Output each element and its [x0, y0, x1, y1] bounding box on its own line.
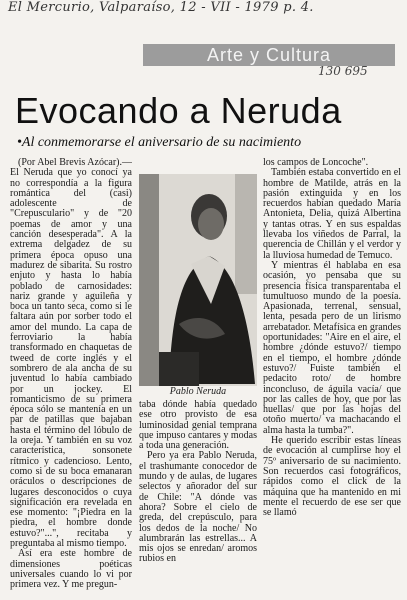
photo-caption: Pablo Neruda [169, 386, 227, 397]
archive-stamp: 130 695 [318, 64, 368, 78]
article-headline: Evocando a Neruda [15, 90, 342, 131]
article-column-2 [139, 400, 257, 598]
paragraph: Así era este hombre de dimensiones poéticas universales cuando lo vi por primera vez. Y me pregun- [10, 548, 132, 591]
section-label: Arte y Cultura [206, 45, 332, 65]
section-header [143, 44, 395, 66]
paragraph: los campos de Loncoche". [263, 158, 369, 168]
portrait-photo [139, 174, 257, 386]
paragraph: (Por Abel Brevis Azócar).— El Neruda que yo conocí ya no correspondía a la figura romántica del (casi) adolescente de "Crepusculario" y de "20 poemas de amor y una canción desesperada". A la extrema delgadez de su primera época opuso una madurez de sibarita. Su rostro enjuto y hasta lo había poblado de carnosidades: nariz grande y aguileña y boca un tanto seca, como si le faltara aún por sorber todo el amor del mundo. La capa de ferroviario la había transformado en chaquetas de tweed de corte inglés y el sombrero de ala ancha de su juventud lo había cambiado por un jockey. El romanticismo de su primera época sólo se mantenía en un par de patillas que bajaban hasta el término del lóbulo de la oreja. Y también en su voz característica, sonsonete rítmico y cadencioso. Lento, como si de su boca emanaran oráculos o descripciones de lugares desconocidos o cuya significación era revelada en ese momento: "¡Piedra en la piedra, el hombre donde estuvo?"...", recitaba y preguntaba al mismo tiempo. [10, 158, 132, 549]
article-column-1 [10, 158, 132, 598]
article-subhead: •Al conmemorarse el aniversario de su nacimiento [17, 135, 302, 150]
paragraph: Pero ya era Pablo Neruda, el trashumante conocedor de mundo y de aulas, de lugares selectos y añorador del sur de Chile: "A dónde vas ahora? Sobre el cielo de greda, del crepúsculo, para los dedos de la noche/ No alumbrarán las estrellas... A mis ojos se enredan/ aromos rubios en [139, 450, 257, 565]
handwritten-source-note: El Mercurio, Valparaíso, 12 - VII - 1979 p. 4. [8, 0, 314, 15]
paragraph: También estaba convertido en el hombre de Matilde, atrás en la pasión extinguida y en los recuerdos habían quedado María Antonieta, Delia, quizá Albertina y tantas otras. Y en sus espaldas llevaba los viñedos de Parral, la querencia de Chillán y el verdor y la lluviosa humedad de Temuco. [263, 167, 401, 261]
article-column-3 [263, 158, 401, 598]
paragraph: Y mientras él hablaba en esa ocasión, yo pensaba que su presencia física transparentaba el tumultuoso mundo de la poesía. Apasionada, terrenal, sensual, lenta, pesada pero de un lirismo arrebatador. Metafísica en grandes oportunidades: "Aire en el aire, el hombre ¿dónde estuvo?/ tiempo en el tiempo, el hombre ¿dónde estuvo?/ Fuiste también el pedacito roto/ de hombre inconcluso, de águila vacía/ que por las calles de hoy, que por las huellas/ que por las hojas del otoño muerto/ va machacando el alma hasta la tumba?". [263, 259, 401, 436]
neruda-portrait-image [139, 174, 257, 386]
paragraph: He querido escribir estas líneas de evocación al cumplirse hoy el 75º aniversario de su nacimiento. Son recuerdos casi fotográficos, rápidos como el click de la máquina que ha mantenido en mi mente el recuerdo de ese ser que se llamó [263, 435, 401, 519]
paragraph: taba dónde había quedado ese otro provisto de esa luminosidad genial temprana que impuso cantares y modas a toda una generación. [139, 400, 257, 452]
